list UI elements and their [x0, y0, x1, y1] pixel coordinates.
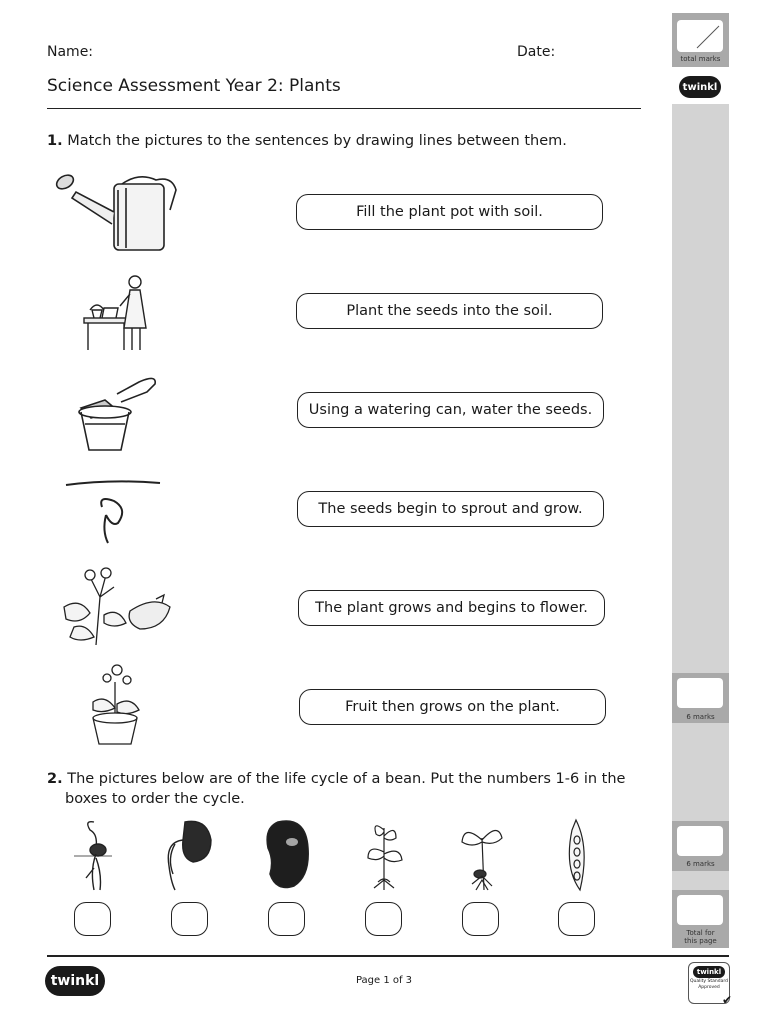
check-icon: ✔: [721, 993, 732, 1007]
date-label: Date:: [517, 44, 556, 60]
quality-badge: [688, 962, 732, 1007]
child-planting-icon[interactable]: [80, 272, 155, 354]
answer-box-6[interactable]: [558, 902, 595, 936]
q2-marks-label: 6 marks: [686, 860, 715, 868]
sentence-text-2: Plant the seeds into the soil.: [346, 303, 553, 319]
watering-can-icon[interactable]: [52, 170, 182, 255]
answer-box-5[interactable]: [462, 902, 499, 936]
answer-box-2[interactable]: [171, 902, 208, 936]
twinkl-logo-footer: twinkl: [45, 966, 105, 996]
title-underline: [47, 108, 641, 109]
page-total-label-2: this page: [684, 937, 717, 945]
sentence-text-3: Using a watering can, water the seeds.: [308, 402, 593, 418]
question-2-text-line2: boxes to order the cycle.: [65, 791, 245, 807]
strawberry-plant-icon[interactable]: [60, 567, 175, 647]
bean-pod-icon: [562, 818, 592, 892]
page-total-label-1: Total for: [686, 929, 715, 937]
page-total-box[interactable]: [677, 895, 723, 925]
quality-badge-logo: twinkl: [693, 966, 725, 978]
answer-box-1[interactable]: [74, 902, 111, 936]
bean-seedling-icon: [72, 818, 114, 892]
quality-badge-line2: Approved: [698, 985, 720, 990]
question-1-number: 1.: [47, 133, 63, 149]
page-number: Page 1 of 3: [355, 975, 413, 986]
twinkl-logo-sidebar: twinkl: [679, 76, 721, 98]
sentence-box-4[interactable]: [297, 491, 604, 527]
question-1: [47, 131, 567, 151]
total-marks-slash: [677, 20, 723, 52]
answer-box-4[interactable]: [365, 902, 402, 936]
name-label: Name:: [47, 44, 94, 60]
question-2-text-line1: The pictures below are of the life cycle of a bean. Put the numbers 1-6 in the: [67, 771, 626, 787]
footer-rule: [47, 955, 729, 957]
page-title: Science Assessment Year 2: Plants: [47, 76, 341, 96]
question-2: [47, 769, 647, 809]
question-1-text: Match the pictures to the sentences by drawing lines between them.: [67, 133, 567, 149]
sprouting-seed-icon[interactable]: [62, 475, 172, 550]
total-marks-label: total marks: [680, 55, 721, 63]
sentence-text-1: Fill the plant pot with soil.: [356, 204, 543, 220]
q1-marks-box[interactable]: [677, 678, 723, 708]
sentence-box-1[interactable]: [296, 194, 603, 230]
sentence-text-4: The seeds begin to sprout and grow.: [318, 501, 583, 517]
quality-badge-line1: Quality Standard: [690, 979, 728, 984]
bean-plant-small-icon: [458, 818, 506, 892]
total-marks-box[interactable]: [677, 20, 723, 52]
sentence-text-6: Fruit then grows on the plant.: [345, 699, 560, 715]
trowel-pot-icon[interactable]: [77, 370, 159, 452]
sentence-box-6[interactable]: [299, 689, 606, 725]
sentence-box-2[interactable]: [296, 293, 603, 329]
flowering-pot-icon[interactable]: [85, 662, 147, 746]
q1-marks-label: 6 marks: [686, 713, 715, 721]
sentence-box-5[interactable]: [298, 590, 605, 626]
q2-marks-box[interactable]: [677, 826, 723, 856]
bean-plant-large-icon: [362, 818, 406, 892]
bean-seed-icon: [262, 818, 312, 892]
sentence-text-5: The plant grows and begins to flower.: [315, 600, 588, 616]
answer-box-3[interactable]: [268, 902, 305, 936]
question-2-number: 2.: [47, 771, 63, 787]
bean-sprouting-icon: [163, 818, 215, 892]
sentence-box-3[interactable]: [297, 392, 604, 428]
